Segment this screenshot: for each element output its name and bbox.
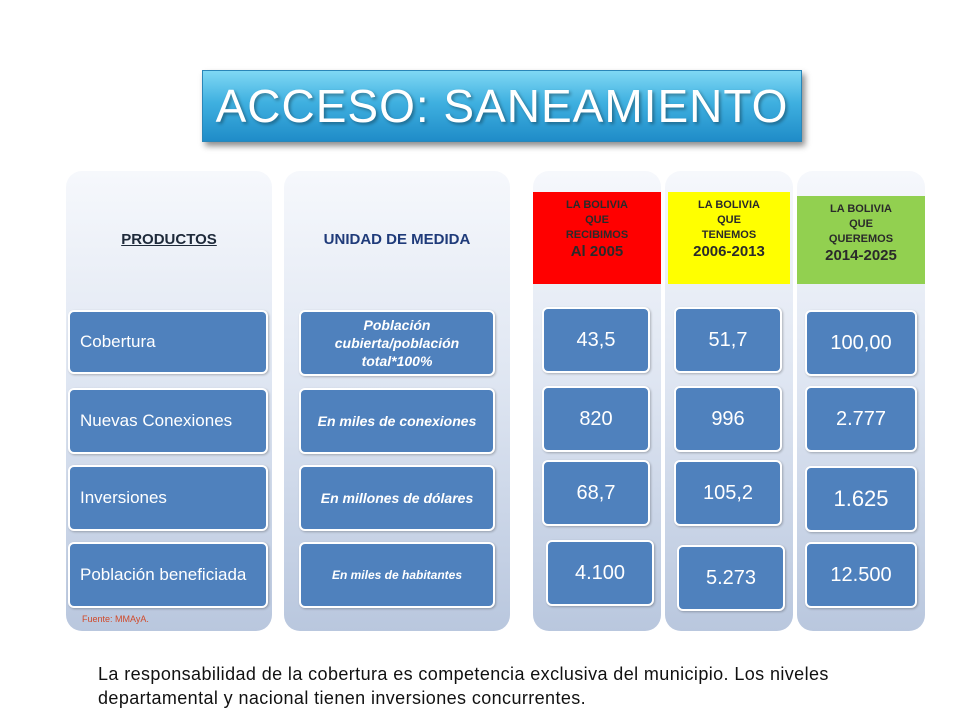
value-2025-cobertura: 100,00 — [805, 310, 917, 376]
period-year: 2006-2013 — [693, 243, 765, 260]
value-2005-conexiones: 820 — [542, 386, 650, 452]
unidad-item-cobertura: Población cubierta/población total*100% — [299, 310, 495, 376]
page-title: ACCESO: SANEAMIENTO — [215, 80, 789, 132]
period-line3: QUEREMOS — [828, 233, 894, 245]
period-line1: LA BOLIVIA — [566, 199, 628, 211]
value-2025-poblacion: 12.500 — [805, 542, 917, 608]
unidad-item-habitantes: En miles de habitantes — [299, 542, 495, 608]
period-year: 2014-2025 — [825, 247, 897, 264]
producto-item-cobertura: Cobertura — [68, 310, 268, 374]
period-header-2005 — [533, 192, 661, 284]
title-banner — [202, 70, 802, 142]
value-2013-cobertura: 51,7 — [674, 307, 782, 373]
producto-item-poblacion: Población beneficiada — [68, 542, 268, 608]
period-line2: QUE — [849, 218, 873, 230]
producto-item-nuevas-conexiones: Nuevas Conexiones — [68, 388, 268, 454]
value-2025-inversiones: 1.625 — [805, 466, 917, 532]
productos-header: PRODUCTOS — [121, 231, 217, 248]
period-line2: QUE — [585, 214, 609, 226]
value-2013-conexiones: 996 — [674, 386, 782, 452]
value-2005-cobertura: 43,5 — [542, 307, 650, 373]
value-2005-poblacion: 4.100 — [546, 540, 654, 606]
period-header-2006-2013 — [668, 192, 790, 284]
period-line1: LA BOLIVIA — [698, 199, 760, 211]
period-line3: RECIBIMOS — [565, 229, 629, 241]
value-2013-poblacion: 5.273 — [677, 545, 785, 611]
value-2013-inversiones: 105,2 — [674, 460, 782, 526]
period-header-2014-2025 — [797, 196, 925, 284]
period-line1: LA BOLIVIA — [830, 203, 892, 215]
source-note: Fuente: MMAyA. — [82, 614, 149, 624]
period-line3: TENEMOS — [701, 229, 757, 241]
period-line2: QUE — [717, 214, 741, 226]
value-2025-conexiones: 2.777 — [805, 386, 917, 452]
value-2005-inversiones: 68,7 — [542, 460, 650, 526]
producto-item-inversiones: Inversiones — [68, 465, 268, 531]
period-year: Al 2005 — [570, 243, 624, 260]
unidad-header: UNIDAD DE MEDIDA — [323, 231, 471, 248]
unidad-item-dolares: En millones de dólares — [299, 465, 495, 531]
footer-note: La responsabilidad de la cobertura es competencia exclusiva del municipio. Los niveles departamental y nacional tienen inversiones concurrentes. — [98, 664, 829, 708]
unidad-item-conexiones: En miles de conexiones — [299, 388, 495, 454]
